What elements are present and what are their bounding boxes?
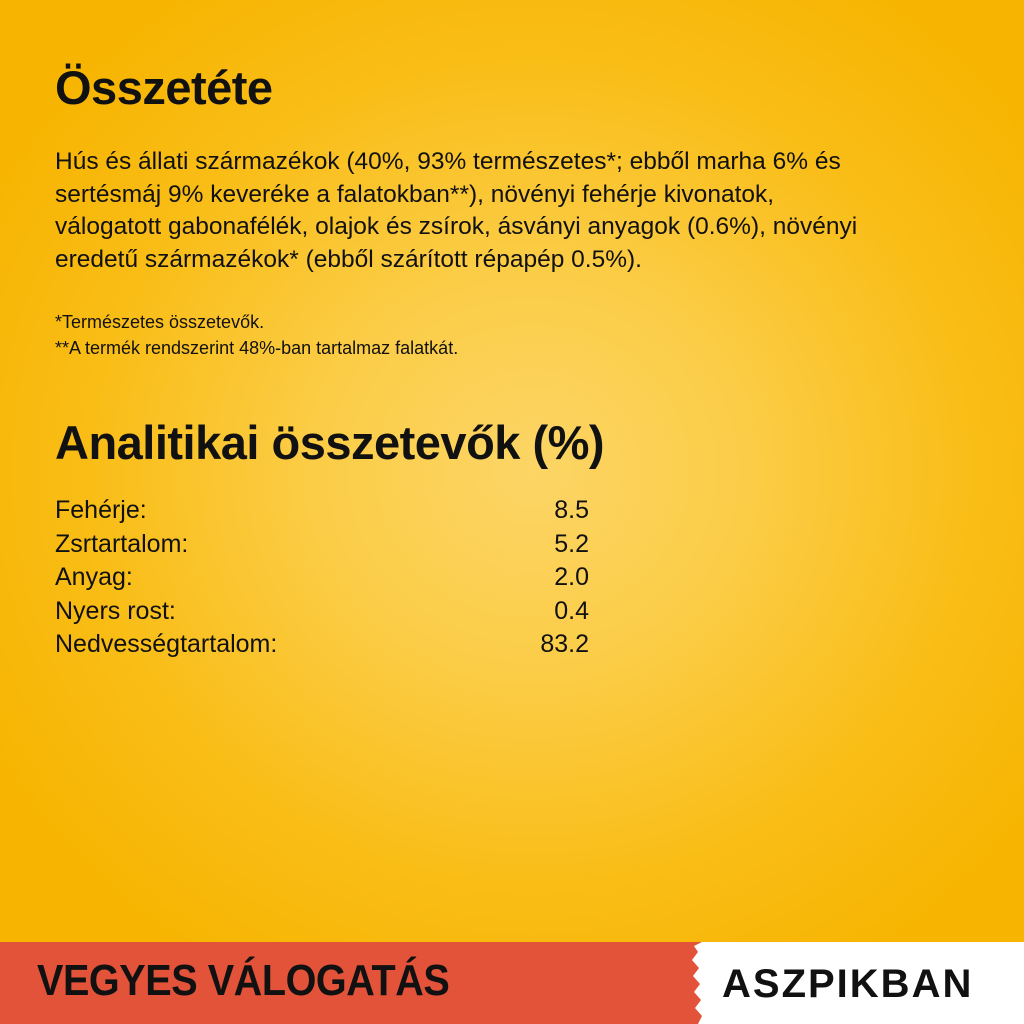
footer-band [0,942,1024,1024]
jelly-label: ASZPIKBAN [722,962,974,1006]
footnotes [55,309,955,361]
ingredients-line: sertésmáj 9% keveréke a falatokban**), növényi fehérje kivonatok, [55,180,775,208]
variety-title: VEGYES VÁLOGATÁS [37,956,450,1005]
analysis-row-moisture [55,628,589,662]
footnote-natural: *Természetes összetevők. [55,312,265,332]
analysis-label: Fehérje: [55,496,147,524]
ingredients-text [55,146,985,276]
analysis-label: Nyers rost: [55,596,176,625]
analysis-row-fibre [55,595,589,629]
analysis-title: Analitikai összetevők (%) [55,416,605,469]
ingredients-line: eredetű származékok* (ebből szárított répapép 0.5%). [55,245,642,273]
analysis-value: 0.4 [554,596,589,625]
analysis-value: 8.5 [554,496,589,524]
analysis-row-protein [55,494,589,528]
analysis-row-ash [55,561,589,595]
analysis-value: 83.2 [540,630,589,658]
analysis-row-fat [55,528,589,562]
analysis-label: Zsrtartalom: [55,529,189,558]
composition-title: Összetéte [55,61,273,114]
jelly-tag [688,942,1024,1024]
analysis-value: 2.0 [554,563,589,591]
analysis-label: Anyag: [55,563,133,591]
analysis-value: 5.2 [554,529,589,558]
ingredients-line: válogatott gabonafélék, olajok és zsírok, ásványi anyagok (0.6%), növényi [55,213,858,240]
analysis-table [55,494,589,662]
analysis-label: Nedvességtartalom: [55,630,278,658]
ingredients-line: Hús és állati származékok (40%, 93% természetes*; ebből marha 6% és [55,148,841,175]
footnote-chunks: **A termék rendszerint 48%-ban tartalmaz falatkát. [55,338,459,358]
